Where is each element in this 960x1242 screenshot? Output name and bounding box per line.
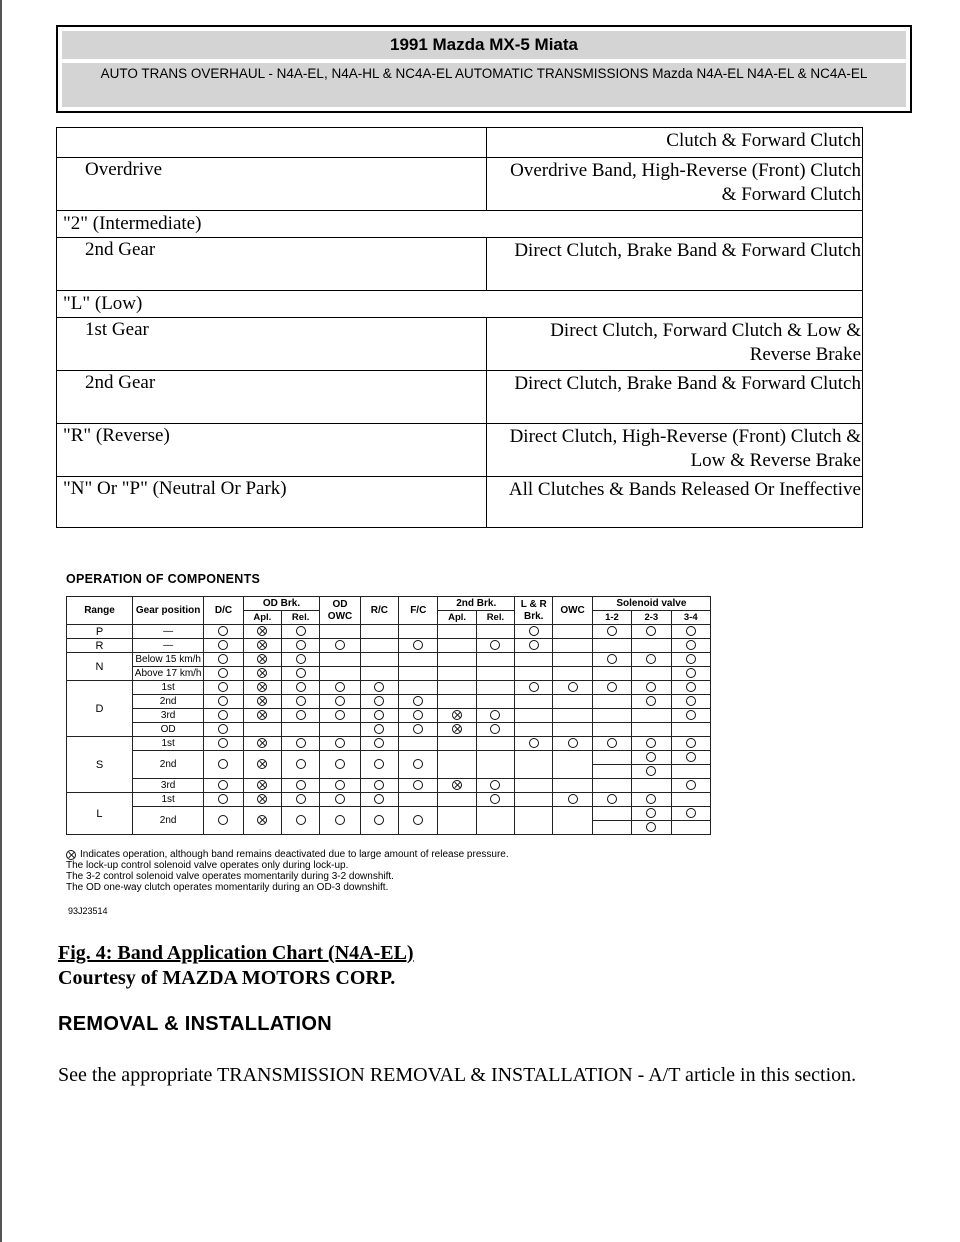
operate-mark (607, 654, 617, 664)
gear-position: Below 15 km/h (132, 653, 203, 667)
gear-position: OD (132, 723, 203, 737)
operate-mark (568, 738, 578, 748)
gear-position: — (132, 625, 203, 639)
operate-mark (218, 682, 228, 692)
col-od-owc: OD OWC (320, 597, 360, 625)
operate-mark (686, 780, 696, 790)
operate-mark (296, 815, 306, 825)
operate-mark (374, 780, 384, 790)
page-left-rule (0, 0, 2, 1242)
table-row (67, 793, 711, 807)
gear-position: 1st (132, 681, 203, 695)
document-title: 1991 Mazda MX-5 Miata (62, 31, 906, 59)
table-cell-gear: 1st Gear (57, 318, 487, 371)
table-cell-components: Direct Clutch, Brake Band & Forward Clutch (487, 371, 863, 424)
operate-mark (686, 668, 696, 678)
operate-mark (374, 794, 384, 804)
operate-mark (296, 759, 306, 769)
table-row (67, 681, 711, 695)
operate-mark (529, 738, 539, 748)
operate-mark (218, 815, 228, 825)
operate-mark (335, 794, 345, 804)
operate-mark (374, 815, 384, 825)
operate-mark (413, 710, 423, 720)
operate-mark (568, 682, 578, 692)
table-row (57, 318, 863, 371)
operate-mark (296, 794, 306, 804)
gear-position: 2nd (132, 807, 203, 835)
section-heading: REMOVAL & INSTALLATION (58, 1013, 332, 1035)
operate-mark (646, 766, 656, 776)
operate-mark (607, 626, 617, 636)
col-fc: F/C (399, 597, 438, 625)
operate-mark (374, 696, 384, 706)
table-row (67, 737, 711, 751)
operate-mark (646, 696, 656, 706)
operate-mark (296, 626, 306, 636)
operate-mark (218, 668, 228, 678)
table-cell-gear: 2nd Gear (57, 371, 487, 424)
operate-mark (296, 738, 306, 748)
table-row (67, 695, 711, 709)
range-label: P (67, 625, 133, 639)
operate-mark (646, 752, 656, 762)
operate-mark (218, 738, 228, 748)
operate-mark (296, 654, 306, 664)
operate-mark (218, 780, 228, 790)
band-application-table (56, 127, 863, 528)
band-application-figure (66, 568, 716, 918)
gear-position: 1st (132, 793, 203, 807)
gear-position: 3rd (132, 779, 203, 793)
figure-caption: Fig. 4: Band Application Chart (N4A-EL) (58, 942, 414, 964)
deactivated-mark (257, 696, 267, 706)
gear-position: 2nd (132, 751, 203, 779)
operate-mark (335, 696, 345, 706)
col-2nd-apl: Apl. (438, 611, 476, 625)
col-2nd-rel: Rel. (476, 611, 514, 625)
operate-mark (686, 654, 696, 664)
operate-mark (646, 738, 656, 748)
operate-mark (413, 815, 423, 825)
deactivated-mark (257, 815, 267, 825)
operate-mark (296, 696, 306, 706)
operate-mark (218, 654, 228, 664)
deactivated-mark (257, 794, 267, 804)
deactivated-mark (257, 654, 267, 664)
operation-chart (66, 596, 711, 835)
operate-mark (218, 696, 228, 706)
figure-title: OPERATION OF COMPONENTS (66, 572, 261, 586)
col-od-brk: OD Brk. (243, 597, 320, 611)
operate-mark (296, 710, 306, 720)
table-row (57, 158, 863, 211)
operate-mark (413, 759, 423, 769)
operate-mark (374, 738, 384, 748)
operate-mark (413, 640, 423, 650)
operate-mark (296, 640, 306, 650)
operate-mark (374, 759, 384, 769)
operate-mark (374, 724, 384, 734)
table-row (67, 807, 711, 821)
table-section-row (57, 291, 863, 318)
note-line: The lock-up control solenoid valve operates only during lock-up. (66, 860, 349, 871)
operate-mark (568, 794, 578, 804)
operate-mark (490, 640, 500, 650)
gear-position: Above 17 km/h (132, 667, 203, 681)
operate-mark (686, 626, 696, 636)
table-row (67, 625, 711, 639)
document-subtitle: AUTO TRANS OVERHAUL - N4A-EL, N4A-HL & NC4A-EL AUTOMATIC TRANSMISSIONS Mazda N4A-EL N4A-EL & NC4A-EL (62, 63, 906, 107)
operate-mark (218, 724, 228, 734)
col-lr-brk: L & R Brk. (515, 597, 553, 625)
operate-mark (686, 640, 696, 650)
col-solenoid: Solenoid valve (592, 597, 710, 611)
document-header (56, 25, 912, 113)
operate-mark (490, 710, 500, 720)
deactivated-mark (257, 738, 267, 748)
operate-mark (607, 794, 617, 804)
deactivated-mark (257, 759, 267, 769)
col-range: Range (67, 597, 133, 625)
deactivated-mark (452, 724, 462, 734)
deactivated-mark (257, 668, 267, 678)
table-cell-gear: Overdrive (57, 158, 487, 211)
table-cell-gear (57, 128, 487, 158)
operate-mark (646, 808, 656, 818)
range-label: N (67, 653, 133, 681)
note-text: Indicates operation, although band remains deactivated due to large amount of release pressure. (80, 849, 509, 860)
operate-mark (335, 738, 345, 748)
operate-mark (218, 794, 228, 804)
operate-mark (374, 682, 384, 692)
operate-mark (529, 682, 539, 692)
operate-mark (490, 780, 500, 790)
deactivated-mark (452, 780, 462, 790)
operate-mark (607, 682, 617, 692)
note-line (66, 849, 509, 860)
operate-mark (490, 794, 500, 804)
table-row (67, 709, 711, 723)
operate-mark (686, 696, 696, 706)
deactivated-mark (452, 710, 462, 720)
deactivated-mark-legend-icon (66, 850, 76, 860)
range-label: L (67, 793, 133, 835)
table-row (67, 723, 711, 737)
operate-mark (335, 640, 345, 650)
table-row (57, 128, 863, 158)
col-sol-23: 2-3 (632, 611, 671, 625)
operate-mark (218, 640, 228, 650)
table-section-row (57, 211, 863, 238)
operate-mark (646, 654, 656, 664)
table-section-label: "L" (Low) (57, 291, 863, 318)
operate-mark (335, 759, 345, 769)
gear-position: 1st (132, 737, 203, 751)
operate-mark (686, 752, 696, 762)
table-cell-components: Direct Clutch, Forward Clutch & Low & Reverse Brake (487, 318, 863, 371)
col-rc: R/C (360, 597, 398, 625)
operate-mark (529, 626, 539, 636)
operate-mark (646, 682, 656, 692)
table-cell-components: Clutch & Forward Clutch (487, 128, 863, 158)
body-paragraph: See the appropriate TRANSMISSION REMOVAL & INSTALLATION - A/T article in this section. (58, 1064, 857, 1086)
operate-mark (335, 780, 345, 790)
col-owc: OWC (553, 597, 592, 625)
col-dc: D/C (204, 597, 243, 625)
range-label: S (67, 737, 133, 793)
table-cell-components: Direct Clutch, High-Reverse (Front) Clutch & Low & Reverse Brake (487, 424, 863, 477)
gear-position: 3rd (132, 709, 203, 723)
table-cell-components: Overdrive Band, High-Reverse (Front) Clutch & Forward Clutch (487, 158, 863, 211)
operate-mark (218, 759, 228, 769)
deactivated-mark (257, 780, 267, 790)
gear-position: 2nd (132, 695, 203, 709)
table-row (57, 424, 863, 477)
operate-mark (374, 710, 384, 720)
deactivated-mark (257, 640, 267, 650)
operate-mark (413, 696, 423, 706)
table-row (57, 371, 863, 424)
operate-mark (218, 710, 228, 720)
operate-mark (686, 738, 696, 748)
range-label: D (67, 681, 133, 737)
col-od-apl: Apl. (243, 611, 281, 625)
operate-mark (686, 710, 696, 720)
operate-mark (296, 682, 306, 692)
gear-position: — (132, 639, 203, 653)
deactivated-mark (257, 710, 267, 720)
operate-mark (335, 710, 345, 720)
operate-mark (296, 668, 306, 678)
deactivated-mark (257, 682, 267, 692)
table-row (67, 779, 711, 793)
table-section-label: "2" (Intermediate) (57, 211, 863, 238)
operate-mark (218, 626, 228, 636)
table-cell-gear: "N" Or "P" (Neutral Or Park) (57, 477, 487, 528)
table-row (57, 238, 863, 291)
figure-notes (66, 849, 509, 893)
operate-mark (529, 640, 539, 650)
table-row (67, 639, 711, 653)
col-2nd-brk: 2nd Brk. (438, 597, 515, 611)
table-cell-components: Direct Clutch, Brake Band & Forward Clutch (487, 238, 863, 291)
operate-mark (646, 626, 656, 636)
operate-mark (335, 815, 345, 825)
operate-mark (413, 780, 423, 790)
table-cell-components: All Clutches & Bands Released Or Ineffective (487, 477, 863, 528)
operate-mark (686, 682, 696, 692)
table-row (67, 751, 711, 765)
note-line: The OD one-way clutch operates momentarily during an OD-3 downshift. (66, 882, 389, 893)
operate-mark (413, 724, 423, 734)
operate-mark (646, 822, 656, 832)
deactivated-mark (257, 626, 267, 636)
col-sol-12: 1-2 (592, 611, 631, 625)
col-sol-34: 3-4 (671, 611, 710, 625)
operate-mark (490, 724, 500, 734)
note-line: The 3-2 control solenoid valve operates momentarily during 3-2 downshift. (66, 871, 394, 882)
col-gear-position: Gear position (132, 597, 203, 625)
table-row (67, 653, 711, 667)
operate-mark (686, 808, 696, 818)
figure-credit: Courtesy of MAZDA MOTORS CORP. (58, 967, 396, 989)
table-row (67, 667, 711, 681)
range-label: R (67, 639, 133, 653)
operate-mark (607, 738, 617, 748)
operate-mark (335, 682, 345, 692)
operate-mark (296, 780, 306, 790)
operate-mark (646, 794, 656, 804)
table-cell-gear: "R" (Reverse) (57, 424, 487, 477)
col-od-rel: Rel. (281, 611, 319, 625)
table-row (57, 477, 863, 528)
table-cell-gear: 2nd Gear (57, 238, 487, 291)
figure-code: 93J23514 (68, 906, 108, 916)
